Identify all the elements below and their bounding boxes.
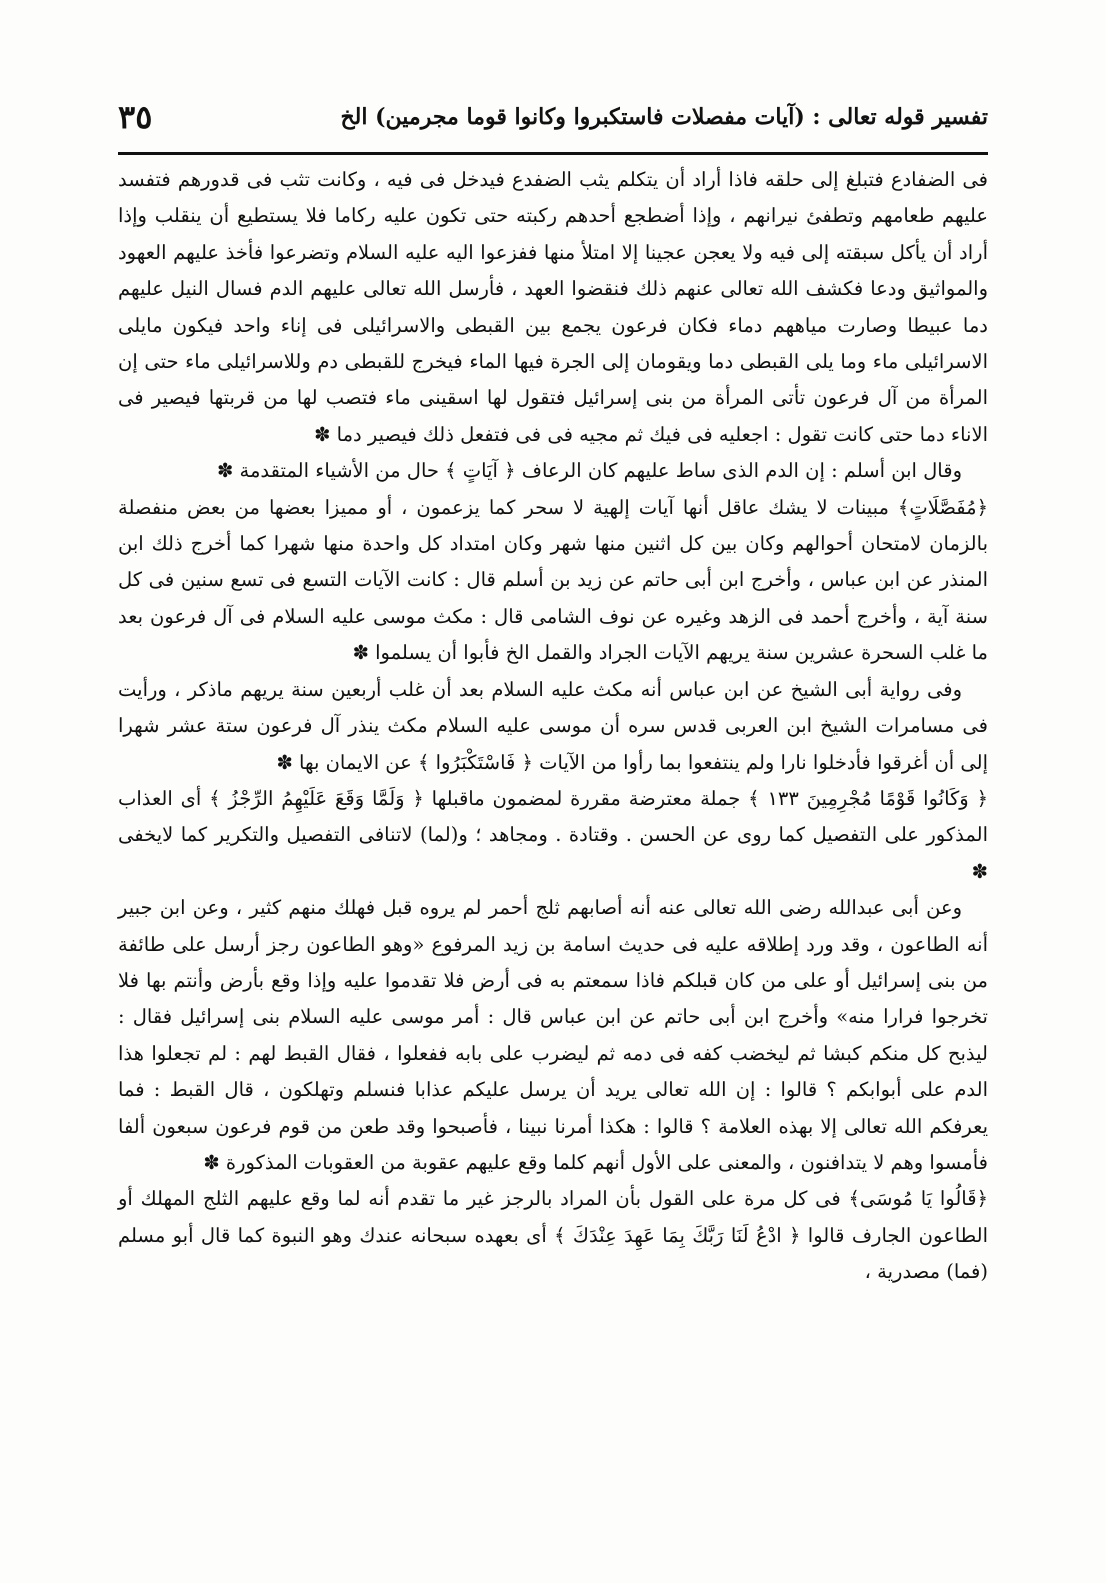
paragraph: فى الضفادع فتبلغ إلى حلقه فاذا أراد أن يتكلم يثب الضفدع فيدخل فى فيه ، وكانت تثب فى قدورهم فتفسد عليهم طعامهم وتطفئ نيرانهم ، وإذا أضطجع أحدهم ركبته حتى تكون عليه ركاما فلا يستطيع أن ينقلب وإذا أراد أن يأكل سبقته إلى فيه ولا يعجن عجينا إلا امتلأ منها ففزعوا اليه عليه السلام وتضرعوا فأخذ عليهم العهود والمواثيق ودعا فكشف الله تعالى عنهم ذلك فنقضوا العهد ، فأرسل الله تعالى عليهم الدم فسال النيل عليهم دما عبيطا وصارت مياههم دماء فكان فرعون يجمع بين القبطى والاسرائيلى فى إناء واحد فيكون مايلى الاسرائيلى ماء وما يلى القبطى دما ويقومان إلى الجرة فيها الماء فيخرج للقبطى دم وللاسرائيلى ماء حتى إن المرأة من آل فرعون تأتى المرأة من بنى إسرائيل فتقول لها اسقينى ماء فتصب لها من قربتها فيصير فى الاناء دما حتى كانت تقول : اجعليه فى فيك ثم مجيه فى فى فتفعل ذلك فيصير دما ✽ (118, 168, 988, 446)
page-number: ٣٥ (118, 98, 153, 136)
paragraph: ﴿قَالُوا يَا مُوسَى﴾ فى كل مرة على القول بأن المراد بالرجز غير ما تقدم أنه لما وقع عليهم الثلج المهلك أو الطاعون الجارف قالوا ﴿ ادْعُ لَنَا رَبَّكَ بِمَا عَهِدَ عِنْدَكَ ﴾ أى بعهده سبحانه عندك وهو النبوة كما قال أبو مسلم (فما) مصدرية ، (118, 1187, 988, 1284)
page (118, 100, 988, 1560)
paragraph: ﴿مُفَصَّلَاتٍ﴾ مبينات لا يشك عاقل أنها آيات إلهية لا سحر كما يزعمون ، أو مميزا بعضها من بعض منفصلة بالزمان لامتحان أحوالهم وكان بين كل اثنين منها شهر وكان امتداد كل واحدة منها شهرا كما أخرج ذلك ابن المنذر عن ابن عباس ، وأخرج ابن أبى حاتم عن زيد بن أسلم قال : كانت الآيات التسع فى تسع سنين فى كل سنة آية ، وأخرج أحمد فى الزهد وغيره عن نوف الشامى قال : مكث موسى عليه السلام فى آل فرعون بعد ما غلب السحرة عشرين سنة يريهم الآيات الجراد والقمل الخ فأبوا أن يسلموا ✽ (118, 495, 988, 665)
page-header (118, 100, 988, 152)
header-rule (118, 152, 988, 155)
paragraph: وفى رواية أبى الشيخ عن ابن عباس أنه مكث عليه السلام بعد أن غلب أربعين سنة يريهم ماذكر ، ورأيت فى مسامرات الشيخ ابن العربى قدس سره أن موسى عليه السلام مكث ينذر آل فرعون ستة عشر شهرا إلى أن أغرقوا فأدخلوا نارا ولم ينتفعوا بما رأوا من الآيات ﴿ فَاسْتَكْبَرُوا ﴾ عن الايمان بها ✽ (118, 677, 988, 774)
paragraph: ﴿ وَكَانُوا قَوْمًا مُجْرِمِينَ ١٣٣ ﴾ جملة معترضة مقررة لمضمون ماقبلها ﴿ وَلَمَّا وَقَعَ عَلَيْهِمُ الرِّجْزُ ﴾ أى العذاب المذكور على التفصيل كما روى عن الحسن . وقتادة . ومجاهد ؛ و(لما) لاتنافى التفصيل والتكرير كما لايخفى ✽ (118, 786, 988, 883)
paragraph: وعن أبى عبدالله رضى الله تعالى عنه أنه أصابهم ثلج أحمر لم يروه قبل فهلك منهم كثير ، وعن ابن جبير أنه الطاعون ، وقد ورد إطلاقه عليه فى حديث اسامة بن زيد المرفوع «وهو الطاعون رجز أرسل على طائفة من بنى إسرائيل أو على من كان قبلكم فاذا سمعتم به فى أرض فلا تقدموا عليه وإذا وقع بأرض وأنتم بها فلا تخرجوا فرارا منه» وأخرج ابن أبى حاتم عن ابن عباس قال : أمر موسى عليه السلام بنى إسرائيل فقال : ليذبح كل منكم كبشا ثم ليخضب كفه فى دمه ثم ليضرب على بابه ففعلوا ، فقال القبط لهم : لم تجعلوا هذا الدم على أبوابكم ؟ قالوا : إن الله تعالى يريد أن يرسل عليكم عذابا فنسلم وتهلكون ، قال القبط : فما يعرفكم الله تعالى إلا بهذه العلامة ؟ قالوا : هكذا أمرنا نبينا ، فأصبحوا وقد طعن من قوم فرعون سبعون ألفا فأمسوا وهم لا يتدافنون ، والمعنى على الأول أنهم كلما وقع عليهم عقوبة من العقوبات المذكورة ✽ (118, 896, 988, 1174)
running-title: تفسير قوله تعالى : (آيات مفصلات فاستكبروا وكانوا قوما مجرمين) الخ (340, 104, 988, 130)
paragraph: وقال ابن أسلم : إن الدم الذى ساط عليهم كان الرعاف ﴿ آيَاتٍ ﴾ حال من الأشياء المتقدمة ✽ (216, 459, 962, 483)
body-text (118, 162, 988, 1291)
